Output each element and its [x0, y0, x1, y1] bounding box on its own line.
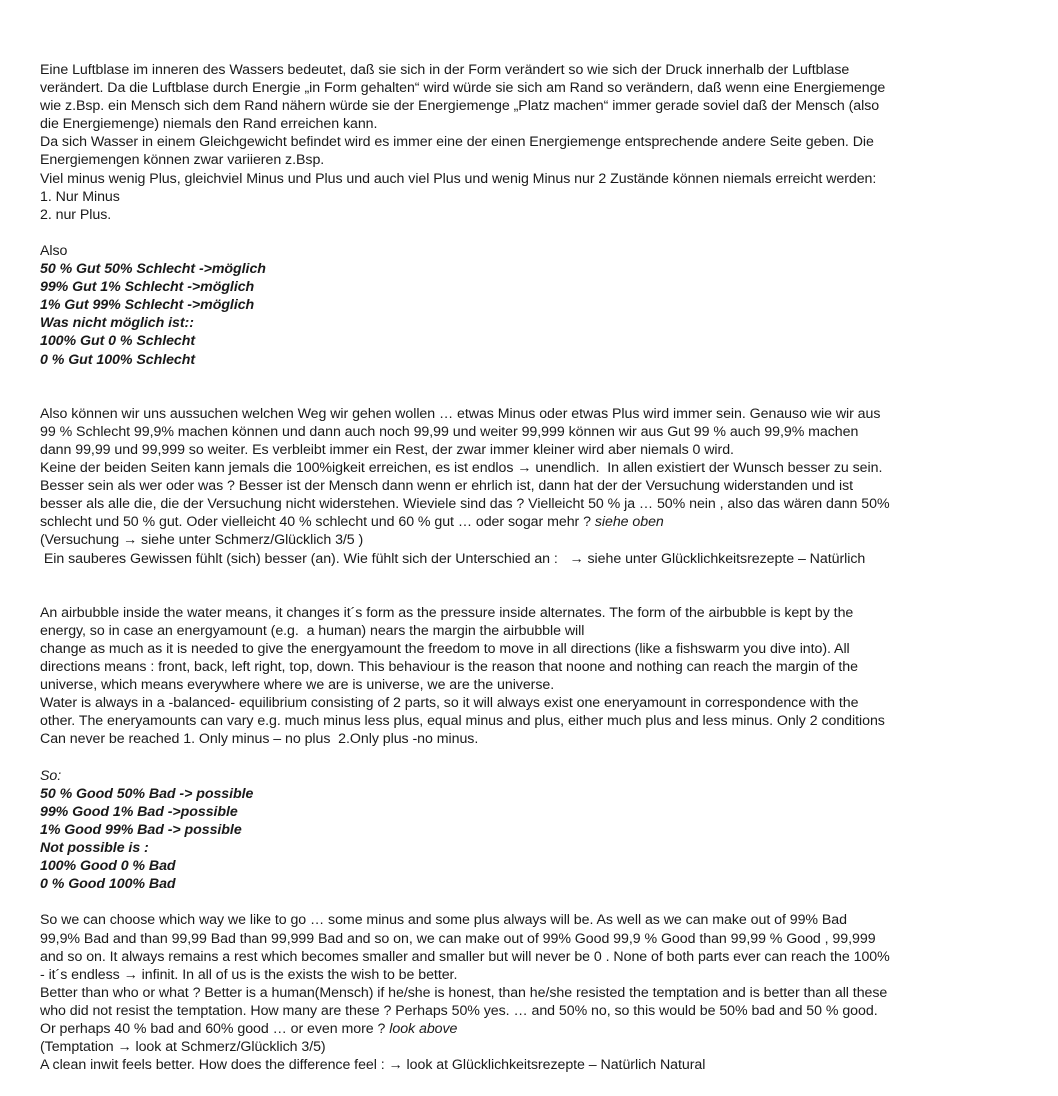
bold-line: 50 % Gut 50% Schlecht ->möglich: [40, 261, 266, 278]
bold-line: 1% Good 99% Bad -> possible: [40, 821, 242, 838]
temptation-reference: (Temptation → look at Schmerz/Glücklich 3/5): [40, 1039, 326, 1056]
english-bold-list: [40, 785, 1030, 894]
text-line: [40, 1020, 1030, 1038]
text-line: Also können wir uns aussuchen welchen Weg wir gehen wollen … etwas Minus oder etwas Plus wird immer sein. Genauso wie wir aus: [40, 405, 881, 422]
english-choice-paragraph: [40, 911, 1030, 1074]
also-label: Also: [40, 242, 68, 259]
bold-line: Not possible is :: [40, 840, 149, 857]
text-line: die Energiemenge) niemals den Rand erreichen kann.: [40, 116, 378, 133]
bold-line: 100% Gut 0 % Schlecht: [40, 333, 196, 350]
text-line: 99,9% Bad and than 99,99 Bad than 99,999 Bad and so on, we can make out of 99% Good 99,9 % Good than 99,99 % Good , 99,999: [40, 930, 876, 947]
text-line: Water is always in a -balanced- equilibrium consisting of 2 parts, so it will always exist one eneryamount in correspondence with the: [40, 695, 859, 712]
text-line: Keine der beiden Seiten kann jemals die 100%igkeit erreichen, es ist endlos → unendlich. In allen existiert der Wunsch besser zu sein.: [40, 460, 883, 477]
english-intro-paragraph: [40, 604, 1030, 749]
text-line: An airbubble inside the water means, it changes it´s form as the pressure inside alternates. The form of the airbubble is kept by the: [40, 604, 854, 621]
text-segment: schlecht und 50 % gut. Oder vielleicht 40 % schlecht und 60 % gut … oder sogar mehr ?: [40, 514, 595, 531]
bold-line: Was nicht möglich ist::: [40, 315, 194, 332]
text-segment: Or perhaps 40 % bad and 60% good … or even more ?: [40, 1020, 390, 1037]
text-line: [40, 513, 1030, 531]
bold-line: 0 % Gut 100% Schlecht: [40, 351, 196, 368]
text-line: universe, which means everywhere where we are is universe, we are the universe.: [40, 677, 555, 694]
german-bold-list: [40, 260, 1030, 369]
document-body: [40, 61, 1030, 1074]
text-line: who did not resist the temptation. How many are these ? Perhaps 50% yes. … and 50% no, so this would be 50% bad and 50 % good.: [40, 1002, 878, 1019]
bold-line: 0 % Good 100% Bad: [40, 876, 176, 893]
text-line: wie z.Bsp. ein Mensch sich dem Rand nähern würde sie der Energiemenge „Platz machen“ immer gerade soviel daß der Mensch (also: [40, 98, 880, 115]
text-line: 99 % Schlecht 99,9% machen können und dann auch noch 99,99 und weiter 99,999 können wir aus Gut 99 % auch 99,9% machen: [40, 423, 859, 440]
text-line: Better than who or what ? Better is a human(Mensch) if he/she is honest, than he/she resisted the temptation and is better than all these: [40, 984, 888, 1001]
text-line: - it´s endless → infinit. In all of us is the exists the wish to be better.: [40, 966, 458, 983]
german-choice-paragraph: [40, 405, 1030, 568]
text-line: Besser sein als wer oder was ? Besser ist der Mensch dann wenn er ehrlich ist, dann hat der der Versuchung widerstanden und ist: [40, 478, 854, 495]
text-line: Can never be reached 1. Only minus – no plus 2.Only plus -no minus.: [40, 731, 479, 748]
text-line: energy, so in case an energyamount (e.g. a human) nears the margin the airbubble will: [40, 622, 585, 639]
text-line: Eine Luftblase im inneren des Wassers bedeutet, daß sie sich in der Form verändert so wie sich der Druck innerhalb der Luftblase: [40, 62, 850, 78]
text-line: verändert. Da die Luftblase durch Energie „in Form gehalten“ wird würde sie sich am Rand so verändern, daß wenn eine Energiemenge: [40, 80, 886, 97]
text-line: Energiemengen können zwar variieren z.Bsp.: [40, 152, 325, 169]
cross-reference: siehe oben: [594, 514, 664, 531]
text-line: Da sich Wasser in einem Gleichgewicht befindet wird es immer eine der einen Energiemenge entsprechende andere Seite geben. Die: [40, 134, 874, 151]
text-line: other. The eneryamounts can vary e.g. much minus less plus, equal minus and plus, either much plus and less minus. Only 2 conditions: [40, 713, 885, 730]
versuchung-reference: (Versuchung → siehe unter Schmerz/Glücklich 3/5 ): [40, 532, 364, 549]
bold-line: 100% Good 0 % Bad: [40, 858, 176, 875]
text-line: change as much as it is needed to give the energyamount the freedom to move in all directions (like a fishswarm you dive into). All: [40, 641, 850, 657]
bold-line: 50 % Good 50% Bad -> possible: [40, 785, 254, 802]
inwit-line: A clean inwit feels better. How does the difference feel : → look at Glücklichkeitsrezepte – Natürlich Natural: [40, 1057, 706, 1074]
bold-line: 99% Good 1% Bad ->possible: [40, 803, 238, 820]
bold-line: 99% Gut 1% Schlecht ->möglich: [40, 279, 255, 296]
text-line: So we can choose which way we like to go … some minus and some plus always will be. As well as we can make out of 99% Bad: [40, 912, 847, 929]
german-intro-paragraph: [40, 61, 1030, 224]
list-item: 2. nur Plus.: [40, 206, 112, 223]
text-line: directions means : front, back, left right, top, down. This behaviour is the reason that noone and nothing can reach the margin of the: [40, 659, 858, 676]
list-item: 1. Nur Minus: [40, 188, 120, 205]
bold-line: 1% Gut 99% Schlecht ->möglich: [40, 297, 255, 314]
so-label: So:: [40, 767, 62, 784]
cross-reference: look above: [389, 1020, 458, 1037]
text-line: and so on. It always remains a rest which becomes smaller and smaller but will never be 0 . None of both parts ever can reach the 100%: [40, 948, 890, 965]
gewissen-line: Ein sauberes Gewissen fühlt (sich) besser (an). Wie fühlt sich der Unterschied an : → siehe unter Glücklichkeitsrezepte – Natürlich: [40, 550, 866, 567]
text-line: dann 99,99 und 99,999 so weiter. Es verbleibt immer ein Rest, der zwar immer kleiner wird aber niemals 0 wird.: [40, 441, 734, 458]
text-line: besser als alle die, die der Versuchung nicht widerstehen. Wieviele sind das ? Vielleicht 50 % ja … 50% nein , also das wären dann 50%: [40, 496, 890, 513]
text-line: Viel minus wenig Plus, gleichviel Minus und Plus und auch viel Plus und wenig Minus nur 2 Zustände können niemals erreicht werden:: [40, 170, 877, 187]
